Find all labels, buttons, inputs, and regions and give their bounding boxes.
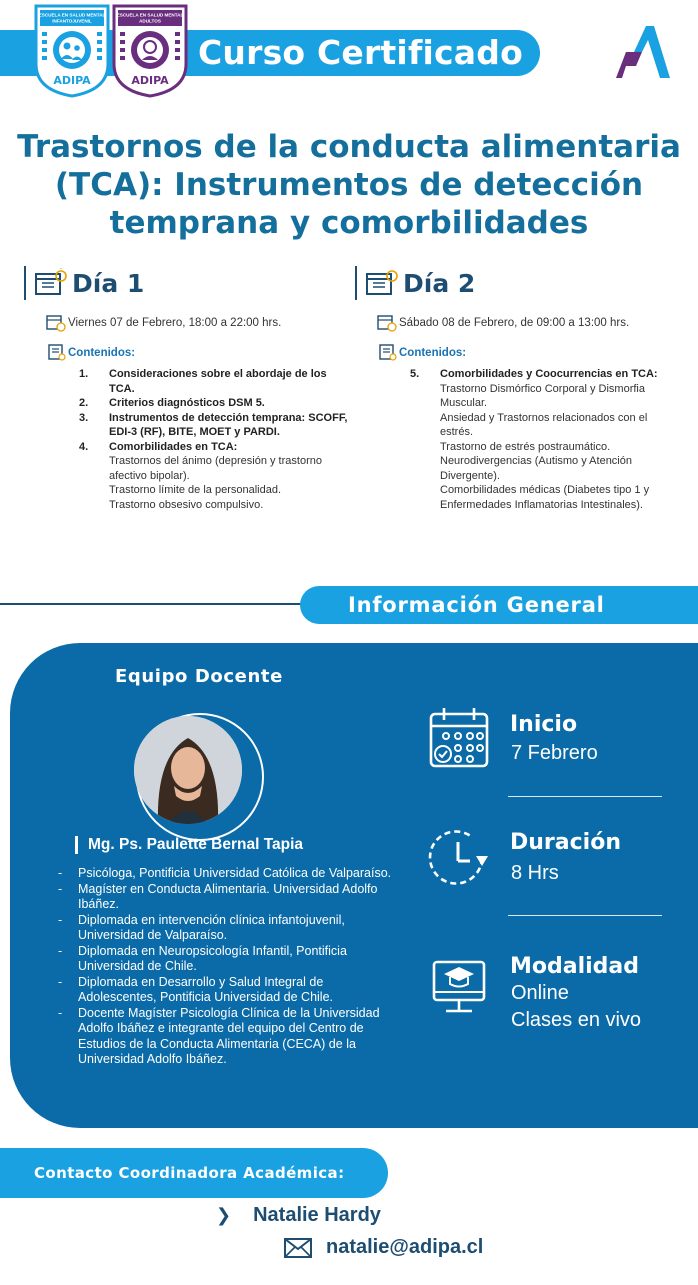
calendar-icon (428, 706, 490, 770)
contact-banner (0, 1148, 388, 1198)
contact-name (216, 1204, 381, 1227)
general-info-banner (300, 586, 698, 624)
online-class-icon (428, 954, 490, 1016)
day1-date (46, 314, 354, 332)
course-title-line: (TCA): Instrumentos de detección (54, 167, 644, 203)
divider (508, 915, 662, 916)
calendar-clock-icon (46, 314, 66, 332)
teacher-name: Mg. Ps. Paulette Bernal Tapia (75, 836, 303, 854)
list-item (79, 440, 354, 513)
day2-contents-heading (379, 344, 685, 361)
start-label: Inicio (510, 712, 578, 737)
mode-label: Modalidad (510, 954, 640, 979)
course-title-line: temprana y comorbilidades (109, 205, 589, 241)
document-icon (48, 344, 66, 361)
shield-adultos-icon (112, 2, 188, 98)
day2-date (377, 314, 685, 332)
list-item (79, 367, 354, 396)
item-number: 4. (79, 440, 89, 453)
day1-contents-list (24, 367, 354, 512)
day1-contents-heading (48, 344, 354, 361)
shield2-label: ADIPA (131, 74, 169, 87)
team-label: Equipo Docente (115, 666, 283, 687)
clock-icon (428, 828, 492, 890)
duration-value: 8 Hrs (511, 862, 559, 884)
calendar-lightbulb-icon (365, 268, 399, 298)
item-number: 2. (79, 397, 89, 409)
day1-section (24, 266, 354, 512)
svg-text:ADULTOS: ADULTOS (139, 18, 161, 24)
item-title: Comorbilidades en TCA: (109, 440, 238, 453)
mode-value-live: Clases en vivo (511, 1009, 642, 1031)
contact-label: Contacto Coordinadora Académica: (34, 1164, 345, 1182)
item-subtext: Trastorno Dismórfico Corporal y Dismorfia Muscular. (440, 382, 645, 409)
day1-date-text: Viernes 07 de Febrero, 18:00 a 22:00 hrs. (68, 317, 282, 329)
contact-name-text: Natalie Hardy (253, 1204, 381, 1226)
day2-section (355, 266, 685, 512)
adipa-a-logo-icon (612, 22, 672, 82)
item-number: 5. (410, 368, 420, 380)
day2-date-text: Sábado 08 de Febrero, de 09:00 a 13:00 hrs. (399, 317, 630, 329)
course-title-line: Trastornos de la conducta alimentaria (17, 129, 681, 165)
item-subtext: Trastornos del ánimo (depresión y trastorno afectivo bipolar). (109, 455, 322, 482)
document-icon (379, 344, 397, 361)
svg-text:INFANTOJUVENIL: INFANTOJUVENIL (52, 18, 92, 24)
list-item (79, 396, 354, 411)
list-item: - Diplomada en Desarrollo y Salud Integral de Adolescentes, Pontificia Universidad de Chile. (58, 975, 398, 1006)
contact-email-text[interactable]: natalie@adipa.cl (326, 1236, 484, 1258)
duration-label: Duración (510, 830, 621, 855)
item-title: Instrumentos de detección temprana: SCOFF, EDI-3 (RF), BITE, MOET y PARDI. (109, 411, 348, 438)
day2-contents-label: Contenidos: (399, 346, 467, 359)
list-item: - Diplomada en Neuropsicología Infantil, Pontificia Universidad de Chile. (58, 944, 398, 975)
shield1-label: ADIPA (53, 74, 91, 87)
list-item: - Diplomada en intervención clínica infantojuvenil, Universidad de Valparaíso. (58, 913, 398, 944)
day2-header (355, 266, 685, 300)
list-item: - Docente Magíster Psicología Clínica de la Universidad Adolfo Ibáñez e integrante del equipo del Centro de Estudios de la Conducta Alimentaria (CECA) de la Universidad Adolfo Ibáñez. (58, 1006, 398, 1068)
mode-value-online: Online (511, 982, 569, 1004)
svg-text:ESCUELA EN SALUD MENTAL: ESCUELA EN SALUD MENTAL (116, 12, 184, 18)
shield-infantojuvenil-icon (34, 2, 110, 98)
list-item: - Magíster en Conducta Alimentaria. Universidad Adolfo Ibáñez. (58, 882, 398, 913)
calendar-clock-icon (377, 314, 397, 332)
svg-text:ESCUELA EN SALUD MENTAL: ESCUELA EN SALUD MENTAL (38, 12, 106, 18)
chevron-right-icon: ❯ (216, 1205, 232, 1225)
item-subtext: Comorbilidades médicas (Diabetes tipo 1 y Enfermedades Inflamatorias Intestinales). (440, 484, 650, 511)
item-number: 1. (79, 368, 89, 380)
day1-header (24, 266, 354, 300)
avatar (134, 716, 242, 824)
item-subtext: Neurodivergencias (Autismo y Atención Divergente). (440, 455, 632, 482)
course-title (0, 128, 698, 242)
day2-contents-list (355, 367, 685, 512)
general-info-label: Información General (348, 593, 605, 617)
item-number: 3. (79, 411, 89, 424)
start-value: 7 Febrero (511, 742, 598, 764)
day1-contents-label: Contenidos: (68, 346, 136, 359)
item-title: Comorbilidades y Coocurrencias en TCA: (440, 368, 658, 380)
divider (508, 796, 662, 797)
list-item (79, 411, 354, 440)
list-item: - Psicóloga, Pontificia Universidad Católica de Valparaíso. (58, 866, 398, 882)
envelope-icon (284, 1238, 312, 1258)
item-title: Consideraciones sobre el abordaje de los TCA. (109, 368, 327, 395)
day1-label: Día 1 (72, 268, 145, 298)
item-subtext: Trastorno de estrés postraumático. (440, 440, 611, 453)
item-subtext: Trastorno obsesivo compulsivo. (109, 498, 264, 511)
header-title: Curso Certificado (198, 33, 523, 72)
calendar-lightbulb-icon (34, 268, 68, 298)
day2-label: Día 2 (403, 268, 476, 298)
item-title: Criterios diagnósticos DSM 5. (109, 397, 265, 409)
list-item (410, 367, 685, 512)
item-subtext: Ansiedad y Trastornos relacionados con el estrés. (440, 411, 648, 438)
item-subtext: Trastorno límite de la personalidad. (109, 484, 282, 496)
contact-email[interactable] (284, 1236, 483, 1259)
credentials-list (58, 866, 398, 1068)
